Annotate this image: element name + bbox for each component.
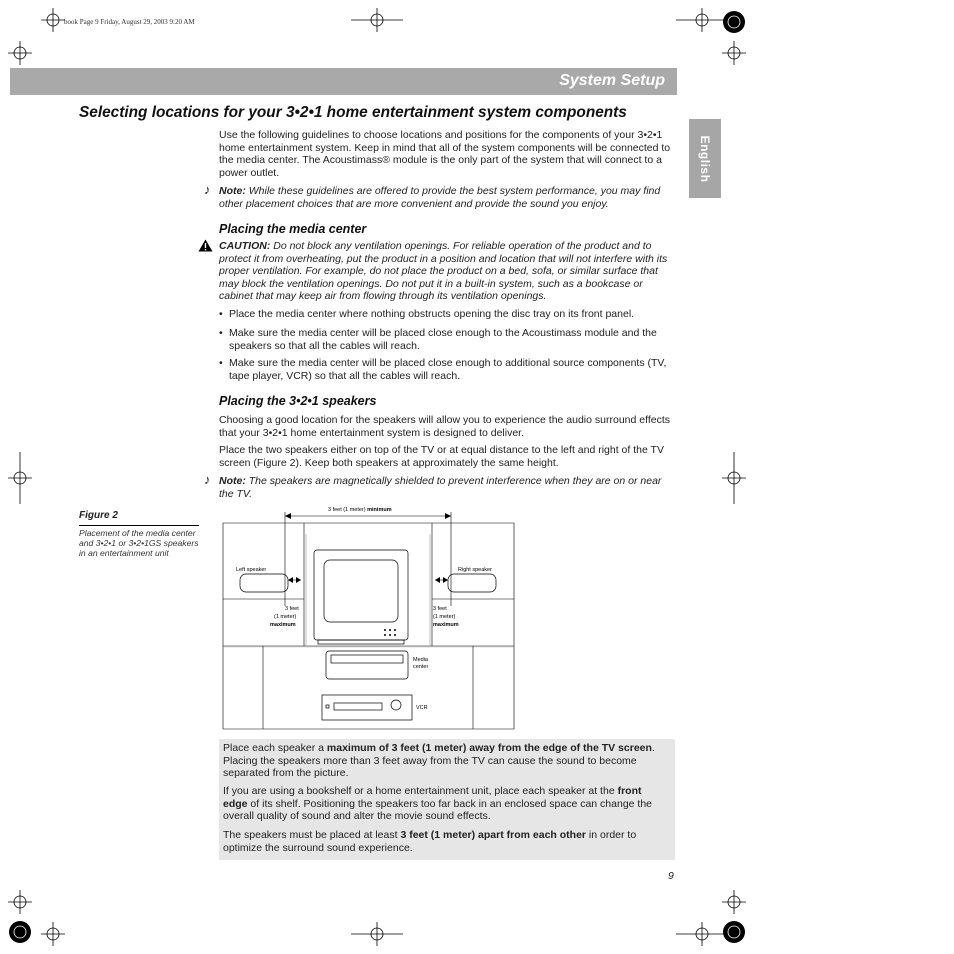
language-tab-label: English — [698, 135, 712, 182]
speakers-paragraph-1: Choosing a good location for the speakers will allow you to experience the audio surround effects that your 3•2•1 home entertainment system is designed to deliver. — [219, 414, 670, 439]
callout-paragraph-1: Place each speaker a maximum of 3 feet (1 meter) away from the edge of the TV screen. Placing the speakers more than 3 feet away from the TV can cause the sound to become separated from the picture. — [223, 742, 655, 780]
svg-text:Media: Media — [413, 657, 428, 663]
registration-mark-icon — [676, 922, 728, 946]
registration-mark-icon — [351, 8, 403, 32]
note-2 — [219, 475, 675, 500]
svg-text:3 feet: 3 feet — [285, 606, 299, 612]
page-number: 9 — [668, 870, 674, 882]
registration-mark-icon — [351, 922, 403, 946]
bullet-text: Place the media center where nothing obstructs opening the disc tray on its front panel. — [229, 308, 635, 320]
callout-paragraph-3: The speakers must be placed at least 3 feet (1 meter) apart from each other in order to optimize the surround sound experience. — [223, 829, 637, 854]
registration-mark-icon — [722, 41, 746, 65]
registration-mark-icon — [8, 41, 32, 65]
svg-text:(1 meter): (1 meter) — [274, 614, 297, 620]
registration-mark-icon — [722, 890, 746, 914]
registration-mark-icon — [41, 8, 65, 32]
right-speaker-label: Right speaker — [458, 567, 492, 573]
heading-speakers: Placing the 3•2•1 speakers — [219, 394, 377, 408]
svg-text:center: center — [413, 664, 429, 670]
left-speaker-icon — [240, 574, 288, 592]
list-item: • Place the media center where nothing obstructs opening the disc tray on its front panel. — [219, 308, 635, 320]
language-tab — [689, 119, 721, 198]
page-title: Selecting locations for your 3•2•1 home entertainment system components — [79, 104, 627, 121]
figure-rule — [79, 525, 199, 526]
vcr-icon — [322, 695, 412, 720]
heading-media-center: Placing the media center — [219, 222, 367, 236]
list-item: • Make sure the media center will be placed close enough to additional source components (TV, tape player, VCR) so that all the cables will reach. — [219, 357, 675, 382]
left-speaker-label: Left speaker — [236, 567, 267, 573]
note-1 — [219, 185, 675, 210]
print-slug: book Page 9 Friday, August 29, 2003 9:20 AM — [64, 18, 195, 26]
note-label: Note: — [219, 475, 246, 487]
note-icon: ♪ — [204, 182, 211, 197]
tv — [314, 550, 408, 644]
caution-label: CAUTION: — [219, 240, 271, 252]
media-center-icon — [326, 651, 408, 679]
bullet-text: Make sure the media center will be placed close enough to the Acoustimass module and the speakers so that all the cables will reach. — [229, 327, 657, 352]
caution-icon — [198, 239, 213, 252]
registration-mark-icon — [8, 452, 32, 504]
header-bar — [10, 68, 677, 95]
note-icon: ♪ — [204, 472, 211, 487]
registration-mark-icon — [722, 452, 746, 504]
note-text: While these guidelines are offered to provide the best system performance, you may find other placement choices that are more convenient and provide the sound you enjoy. — [219, 185, 661, 210]
figure-label: Figure 2 — [79, 510, 118, 521]
registration-mark-icon — [8, 890, 32, 914]
note-label: Note: — [219, 185, 246, 197]
right-speaker-icon — [448, 574, 496, 592]
list-item: • Make sure the media center will be placed close enough to the Acoustimass module and the speakers so that all the cables will reach. — [219, 327, 675, 352]
figure-caption: Placement of the media center and 3•2•1 or 3•2•1GS speakers in an entertainment unit — [79, 528, 199, 558]
caution-paragraph — [219, 240, 675, 303]
registration-mark-icon — [41, 922, 65, 946]
svg-text:3 feet (1 meter) minimum: 3 feet (1 meter) minimum — [328, 507, 392, 513]
svg-text:(1 meter): (1 meter) — [433, 614, 456, 620]
callout-paragraph-2: If you are using a bookshelf or a home entertainment unit, place each speaker at the front edge of its shelf. Positioning the speakers too far back in an enclosed space can change the overall quality of sound and alter the movie sound effects. — [223, 785, 653, 823]
note-text: The speakers are magnetically shielded to prevent interference when they are on or near the TV. — [219, 475, 662, 500]
caution-text: Do not block any ventilation openings. For reliable operation of the product and to protect it from overheating, put the product in a position and location that will not interfere with its proper ventilation. For example, do not place the product on a bed, sofa, or similar surface that may block the ventilation openings. Do not put it in a built-in system, such as a bookcase or cabinet that may keep air from flowing through its ventilation openings. — [219, 240, 668, 303]
tv-buttons — [384, 629, 396, 636]
speakers-paragraph-2: Place the two speakers either on top of the TV or at equal distance to the left and right of the TV screen (Figure 2). Keep both speakers at approximately the same height. — [219, 444, 664, 469]
bullet-text: Make sure the media center will be placed close enough to additional source components (TV, tape player, VCR) so that all the cables will reach. — [229, 357, 667, 382]
section-title: System Setup — [559, 72, 665, 89]
svg-text:3 feet: 3 feet — [433, 606, 447, 612]
registration-mark-icon — [676, 8, 728, 32]
svg-text:maximum: maximum — [270, 622, 296, 628]
unit-frame — [223, 523, 514, 729]
intro-paragraph: Use the following guidelines to choose locations and positions for the components of your 3•2•1 home entertainment system. Keep in mind that all of the system components will be connected to the media center. The Acoustimass® module is the only part of the system that will connect to a power outlet. — [219, 129, 671, 179]
svg-text:VCR: VCR — [416, 705, 428, 711]
figure-2-diagram — [218, 502, 518, 734]
svg-text:maximum: maximum — [433, 622, 459, 628]
